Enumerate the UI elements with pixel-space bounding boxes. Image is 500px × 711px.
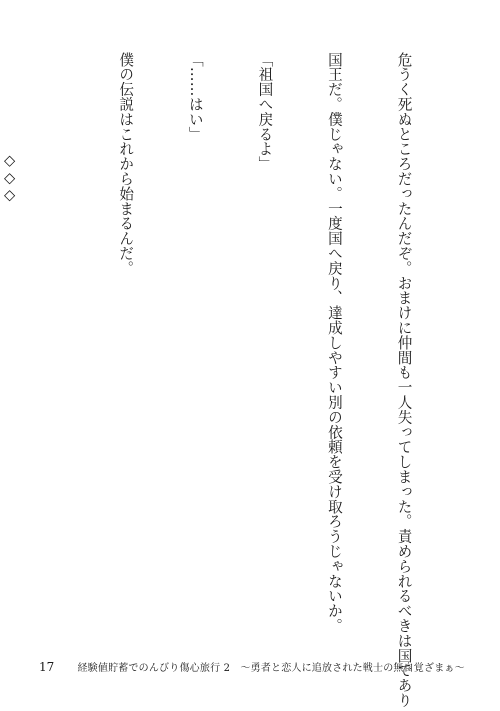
page-footer — [39, 659, 465, 674]
page-number: 17 — [39, 660, 55, 674]
book-title: 経験値貯蓄でのんびり傷心旅行 2 ～勇者と恋人に追放された戦士の無自覚ざまぁ～ — [77, 663, 465, 674]
text-line-3: 「祖国へ戻るよ」 — [256, 52, 274, 172]
text-line-1: 危うく死ぬところだったんだぞ。おまけに仲間も一人失ってしまった。責められるべきは国であり — [395, 52, 413, 708]
text-line-5: 僕の伝説はこれから始まるんだ。 — [117, 52, 135, 276]
scene-break-marker: ◇◇◇ — [1, 152, 19, 204]
text-line-2: 国王だ。僕じゃない。一度国へ戻り、達成しやすい別の依頼を受け取ろうじゃないか。 — [325, 52, 343, 634]
text-line-4: 「……はい」 — [186, 52, 204, 142]
